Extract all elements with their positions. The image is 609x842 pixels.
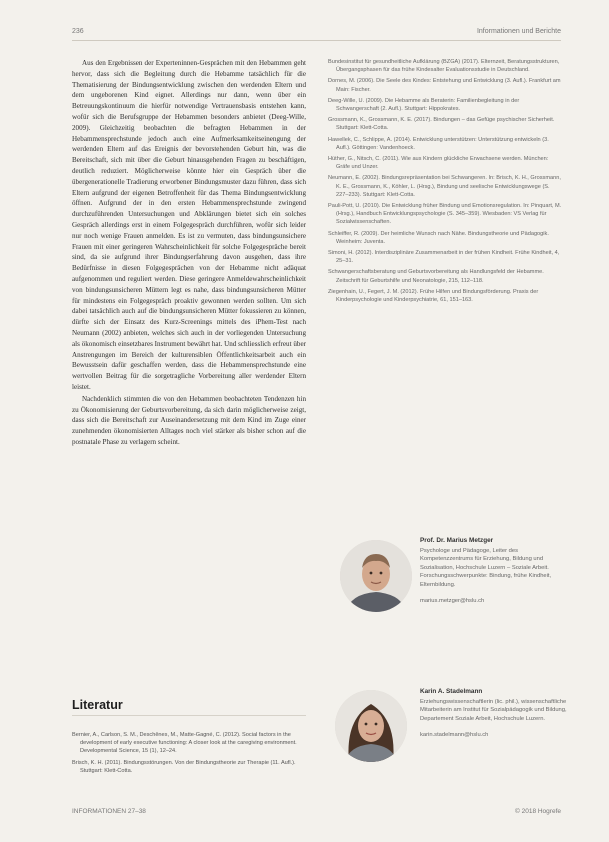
reference-item: Schwangerschaftsberatung und Geburtsvorbereitung als Handlungsfeld der Hebamme. Zeitschrift für Geburtshilfe und Neonatologie, 215, 112–118. — [328, 269, 544, 284]
footer-journal: INFORMATIONEN 27–38 — [72, 808, 146, 815]
reference-item: Dornes, M. (2006). Die Seele des Kindes: Entstehung und Entwicklung (3. Aufl.). Frankfurt am Main: Fischer. — [328, 78, 561, 93]
footer-publisher: © 2018 Hogrefe — [515, 808, 561, 815]
reference-item: Schleiffer, R. (2009). Der heimliche Wunsch nach Nähe. Bindungstheorie und Pädagogik. Weinheim: Juventa. — [328, 230, 549, 245]
author-photo-metzger — [340, 540, 412, 612]
reference-item: Grossmann, K., Grossmann, K. E. (2017). Bindungen – das Gefüge psychischer Sicherheit. Stuttgart: Klett-Cotta. — [328, 117, 555, 132]
header-rule — [72, 40, 561, 41]
body-text-column — [72, 58, 306, 448]
reference-item: Bundesinstitut für gesundheitliche Aufklärung (BZGA) (2017). Elternzeit, Beratungsstrukturen, Übergangsphasen für das frühe Kindesalter Evaluationsstudie in Deutschland. — [328, 59, 560, 74]
portrait-icon — [335, 690, 407, 762]
author-block-metzger — [420, 537, 570, 604]
author-photo-stadelmann — [335, 690, 407, 762]
running-title: Informationen und Berichte — [476, 28, 561, 35]
author-bio: Erziehungswissenschaftlerin (lic. phil.), wissenschaftliche Mitarbeiterin am Institut für Sozialpädagogik und Bildung, Departement Soziale Arbeit, Hochschule Luzern. — [420, 699, 567, 722]
literature-list-left — [72, 731, 306, 778]
author-name: Prof. Dr. Marius Metzger — [420, 537, 494, 544]
author-bio: Psychologe und Pädagoge, Leiter des Kompetenzzentrums für Erziehung, Bildung und Sozialisation, Hochschule Luzern – Soziale Arbeit. Forschungsschwerpunkte: Bindung, frühe Kindheit, Elternbildung. — [420, 548, 552, 588]
author-email-link[interactable]: karin.stadelmann@hslu.ch — [420, 732, 489, 739]
author-block-stadelmann — [420, 688, 570, 738]
literature-list-right — [328, 58, 562, 307]
author-email-link[interactable]: marius.metzger@hslu.ch — [420, 598, 485, 605]
author-name: Karin A. Stadelmann — [420, 688, 483, 695]
reference-item: Ziegenhain, U., Fegert, J. M. (2012). Frühe Hilfen und Bindungsförderung. Praxis der Kinderpsychologie und Kinderpsychiatrie, 61, 151–163. — [328, 288, 539, 304]
reference-item: Neumann, E. (2002). Bindungsrepräsentation bei Schwangeren. In: Brisch, K. H., Grossmann, K. E., Grossmann, K., Köhler, L. (Hrsg.), Bindung und seelische Entwicklungswege (S. 227–233). Stuttgart: Klett-Cotta. — [328, 175, 561, 198]
reference-item: Hawellek, C., Schlippe, A. (2014). Entwicklung unterstützen: Unterstützung entwickeln (3. Aufl.). Göttingen: Vandenhoeck. — [328, 136, 549, 151]
reference-item: Brisch, K. H. (2011). Bindungsstörungen. Von der Bindungstheorie zur Therapie (11. Aufl.). Stuttgart: Klett-Cotta. — [72, 759, 296, 774]
reference-item: Simoni, H. (2012). Interdisziplinäre Zusammenarbeit in der frühen Kindheit. Frühe Kindheit, 4, 25–31. — [328, 250, 560, 265]
page-number: 236 — [72, 28, 84, 35]
reference-item: Deeg-Wille, U. (2009). Die Hebamme als Beraterin: Familienbegleitung in der Schwangerschaft (2. Aufl.). Stuttgart: Hippokrates. — [328, 97, 520, 113]
literature-heading: Literatur — [72, 698, 306, 716]
reference-item: Hüther, G., Nitsch, C. (2011). Wie aus Kindern glückliche Erwachsene werden. München: Gräfe und Unzer. — [328, 156, 549, 171]
portrait-icon — [340, 540, 412, 612]
reference-item: Pauli-Pott, U. (2010). Die Entwicklung früher Bindung und Emotionsregulation. In: Pinquart, M. (Hrsg.), Handbuch Entwicklungspsychologie (S. 345–359). Wiesbaden: VS Verlag für Sozialwissenschaften. — [328, 203, 562, 226]
reference-item: Bernier, A., Carlson, S. M., Deschênes, M., Matte-Gagné, C. (2012). Social factors in the development of early executive functioning: A closer look at the caregiving environment. Developmental Science, 15 (1), 12–24. — [72, 732, 297, 755]
body-paragraph-2: Nachdenklich stimmten die von den Hebammen beobachteten Tendenzen hin zu Ökonomisierung der Geburtsvorbereitung, da sich darin möglicherweise zeigt, dass sich die Bereitschaft zur Auseinandersetzung mit dem Kind im Zuge einer zunehmenden ökonomisierten Alltages noch viel stärker als bisher schon auf die postnatale Phase zu verlagern scheint. — [72, 394, 306, 446]
body-paragraph-1: Aus den Ergebnissen der Experteninnen-Gesprächen mit den Hebammen geht hervor, dass sich die Begleitung durch die Hebamme tatsächlich für die Thematisierung der Bindungsentwicklung zwischen den werdenden Eltern und dem ungeborenen Kind eignet. Allerdings nur dann, wenn über ein Betreuungskontinuum die hierfür notwendige Vertrauensbasis entstehen kann, wofür sich die Berufsgruppe der Hebammen besonders anbietet (Deeg-Wille, 2009). Gleichzeitig beobachten die befragten Hebammen in der Hebammensprechstunde jedoch auch eine Aufmerksamkeitseinengung der werdenden Eltern auf das Ereignis der bevorstehenden Geburt hin, was die Bereitschaft, sich mit über die Geburt hinausgehenden Fragen zu beschäftigen, deutlich reduziert. Möglicherweise könnte hier ein Gespräch über die übergenerationelle Tradierung erworbener Bindungsmuster dazu führen, dass sich Eltern aufgrund der eigenen Betroffenheit für das Thema Bindungsentwicklung öffnen. Aufgrund der in den ersten Hebammensprechstunde zwingend durchzuführenden Untersuchungen und Abklärungen bietet sich ein solches Gespräch allerdings erst in einem Folgegespräch durchführen, wofür sich leider nur noch wenige Frauen anmelden. Es ist zu vermuten, dass bindungsunsichere Frauen mit einer geringeren Wahrscheinlichkeit für solche Folgegespräche bereit sind, da sie aufgrund ihrer Bindungserfahrung davon ausgehen, dass ihre Bedürfnisse in diesen Folgegesprächen von der Hebamme nicht adäquat aufgenommen und reguliert werden. Diese geringere Anmeldewahrscheinlichkeit von bindungsunsicheren Müttern legt es nahe, dass bindungsunsicheren Mütter für mindestens ein Folgegespräch proaktiv gewonnen werden sollten. Um sich dabei tatsächlich auch auf die bindungsunsicheren Mütter fokussieren zu können, dürfte sich der Einsatz des Kurz-Screenings mittels des iPhem-Test nach Neumann (2002) anbieten, welches sich auch in der vorliegenden Untersuchung als ökonomisch einsetzbares Instrument bewährt hat. Und schliesslich erfreut über Anstrengungen im Bereich der kulturensiblen Öffentlichkeitsarbeit auch ein Bewusstsein dafür geschaffen werden, dass die Hebammensprechstunde eine wertvollen Beitrag für die sorgetragliche Vorbereitung aller werdender Eltern leistet. — [72, 59, 306, 391]
